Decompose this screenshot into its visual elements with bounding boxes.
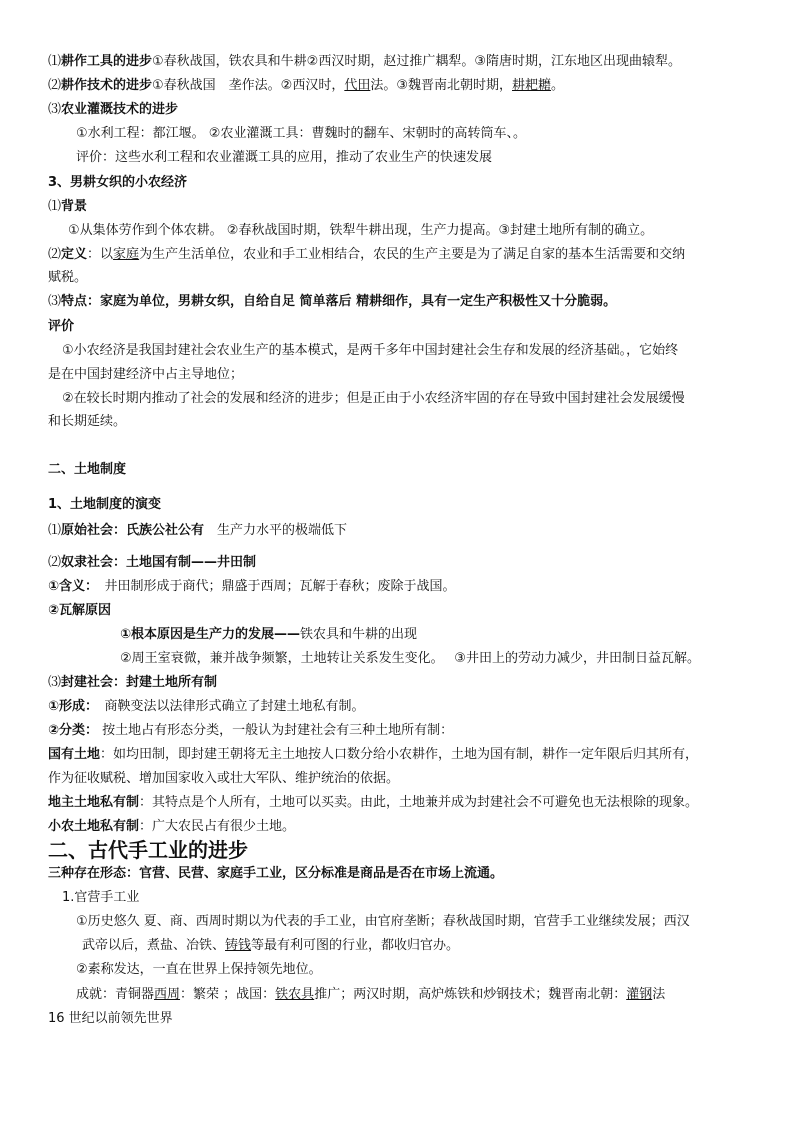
item-heading: 定义 xyxy=(61,247,88,262)
item-text: 商鞅变法以法律形式确立了封建土地私有制。 xyxy=(91,699,365,714)
subsection-land-evolution: 1、土地制度的演变 xyxy=(48,497,162,512)
three-forms-line: 三种存在形态：官营、民营、家庭手工业，区分标准是商品是否在市场上流通。 xyxy=(48,866,504,881)
evaluation-point-2-cont: 和长期延续。 xyxy=(48,414,127,429)
item-text: 生产力水平的极端低下 xyxy=(204,523,348,538)
item-heading: 小农土地私有制 xyxy=(48,819,140,834)
official-point-1: ①历史悠久 夏、商、西周时期以为代表的手工业，由官府垄断；春秋战国时期，官营手工业继续发展；西汉 xyxy=(76,914,690,929)
underlined-term: 西周 xyxy=(154,987,181,1002)
item-number: ⑶ xyxy=(48,294,62,309)
feudal-society-line xyxy=(48,674,217,692)
item-text: ：如均田制，即封建王朝将无主土地按人口数分给小农耕作，土地为国有制，耕作一定年限后归其所有， xyxy=(100,747,699,762)
landlord-land-line xyxy=(48,794,698,812)
item-text: 为生产生活单位，农业和手工业相结合，农民的生产主要是为了满足自家的基本生活需要和交纳 xyxy=(139,247,686,262)
collapse-reason-1 xyxy=(120,626,417,644)
definition-line xyxy=(48,246,685,264)
item-number: ⑴ xyxy=(48,199,62,214)
evaluation-point-2: ②在较长时期内推动了社会的发展和经济的进步；但是正由于小农经济牢固的存在导致中国封建社会发展缓慢 xyxy=(62,391,685,406)
item-number: ⑴ xyxy=(48,523,62,538)
subsection-official-handicraft: 1.官营手工业 xyxy=(62,890,140,905)
item-heading: ②分类： xyxy=(48,723,99,738)
section-title-small-peasant-economy: 3、男耕女织的小农经济 xyxy=(48,175,188,190)
item-text: 推广；两汉时期，高炉炼铁和炒钢技术；魏晋南北朝： xyxy=(314,987,627,1002)
item-heading: ①根本原因是生产力的发展—— xyxy=(120,627,301,642)
item-heading: 国有土地 xyxy=(48,747,101,762)
item-number: ⑶ xyxy=(48,102,62,117)
official-point-2: ②素称发达，一直在世界上保持领先地位。 xyxy=(76,962,322,977)
item-heading: 奴隶社会：土地国有制——井田制 xyxy=(61,555,257,570)
slave-society-line xyxy=(48,554,256,572)
state-land-line xyxy=(48,746,698,764)
underlined-term: 灌钢 xyxy=(626,987,653,1002)
underlined-term: 耕耙耱 xyxy=(512,78,552,93)
item-text: 法。③魏晋南北朝时期， xyxy=(370,78,513,93)
evaluation-heading: 评价 xyxy=(48,319,75,334)
irrigation-heading xyxy=(48,101,178,119)
features-line xyxy=(48,293,616,311)
item-heading: 农业灌溉技术的进步 xyxy=(61,102,179,117)
item-heading: 耕作工具的进步 xyxy=(61,54,153,69)
item-text: 按土地占有形态分类，一般认为封建社会有三种土地所有制： xyxy=(98,723,454,738)
definition-continuation: 赋税。 xyxy=(48,270,88,285)
item-text: 。 xyxy=(551,78,565,93)
item-number: ⑵ xyxy=(48,247,62,262)
state-land-continuation: 作为征收赋税、增加国家收入或壮大军队、维护统治的依据。 xyxy=(48,771,400,786)
item-heading: ①形成： xyxy=(48,699,92,714)
evaluation-point-1: ①小农经济是我国封建社会农业生产的基本模式，是两千多年中国封建社会生存和发展的经济基础。，它始终 xyxy=(62,343,679,358)
item-text: ：广大农民占有很少土地。 xyxy=(139,819,296,834)
item-number: ⑶ xyxy=(48,675,62,690)
section-title-handicraft: 二、古代手工业的进步 xyxy=(48,838,248,862)
collapse-reasons-heading: ②瓦解原因 xyxy=(48,603,112,618)
background-text: ①从集体劳作到个体农耕。 ②春秋战国时期，铁犁牛耕出现，生产力提高。③封建土地所有制的确立。 xyxy=(68,223,654,238)
primitive-society-line xyxy=(48,522,347,540)
item-text: 武帝以后，煮盐、冶铁、 xyxy=(82,938,226,953)
underlined-term: 家庭 xyxy=(113,247,140,262)
item-heading: ①含义： xyxy=(48,579,92,594)
item-heading: 背景 xyxy=(61,199,88,214)
item-number: ⑴ xyxy=(48,54,62,69)
peasant-land-line xyxy=(48,818,295,836)
tools-progress-line xyxy=(48,53,681,71)
item-text: 铁农具和牛耕的出现 xyxy=(300,627,418,642)
item-text: ①春秋战国，铁农具和牛耕②西汉时期，赵过推广耦犁。③隋唐时期，江东地区出现曲辕犁。 xyxy=(152,54,681,69)
underlined-term: 铁农具 xyxy=(275,987,315,1002)
item-text: ①春秋战国 垄作法。②西汉时， xyxy=(152,78,345,93)
irrigation-evaluation: 评价：这些水利工程和农业灌溉工具的应用，推动了农业生产的快速发展 xyxy=(76,150,493,165)
item-text: ：其特点是个人所有，土地可以买卖。由此，土地兼并成为封建社会不可避免也无法根除的现象。 xyxy=(139,795,699,810)
item-number: ⑵ xyxy=(48,555,62,570)
achievements-line xyxy=(76,986,665,1004)
collapse-reason-2-3: ②周王室衰微，兼并战争频繁，土地转让关系发生变化。 ③井田上的劳动力减少，井田制日益瓦解。 xyxy=(120,651,700,666)
item-text: ：以 xyxy=(87,247,114,262)
item-text: 等最有利可图的行业，都收归官办。 xyxy=(251,938,460,953)
evaluation-point-1-cont: 是在中国封建经济中占主导地位； xyxy=(48,367,244,382)
item-heading: 封建社会：封建土地所有制 xyxy=(61,675,218,690)
irrigation-items: ①水利工程：都江堰。 ②农业灌溉工具：曹魏时的翻车、宋朝时的高转筒车、。 xyxy=(76,126,526,141)
item-text: ：繁荣 ；战国： xyxy=(180,987,276,1002)
underlined-term: 铸钱 xyxy=(225,938,252,953)
section-title-land-system: 二、土地制度 xyxy=(48,462,127,477)
background-heading xyxy=(48,198,87,216)
official-point-1-cont xyxy=(82,937,459,955)
item-text: 井田制形成于商代；鼎盛于西周；瓦解于春秋；废除于战国。 xyxy=(91,579,456,594)
item-text: 成就：青铜器 xyxy=(76,987,155,1002)
item-heading: 地主土地私有制 xyxy=(48,795,140,810)
classification-line xyxy=(48,722,453,740)
formation-line xyxy=(48,698,365,716)
item-text: 法 xyxy=(652,987,666,1002)
item-number: ⑵ xyxy=(48,78,62,93)
leading-world-line: 16 世纪以前领先世界 xyxy=(48,1011,173,1026)
item-heading: 原始社会：氏族公社公有 xyxy=(61,523,205,538)
item-heading: 耕作技术的进步 xyxy=(61,78,153,93)
well-field-meaning xyxy=(48,578,456,596)
technique-progress-line xyxy=(48,77,564,95)
item-heading: 特点：家庭为单位，男耕女织，自给自足 简单落后 精耕细作，具有一定生产积极性又十分脆弱。 xyxy=(61,294,617,309)
underlined-term: 代田 xyxy=(344,78,371,93)
